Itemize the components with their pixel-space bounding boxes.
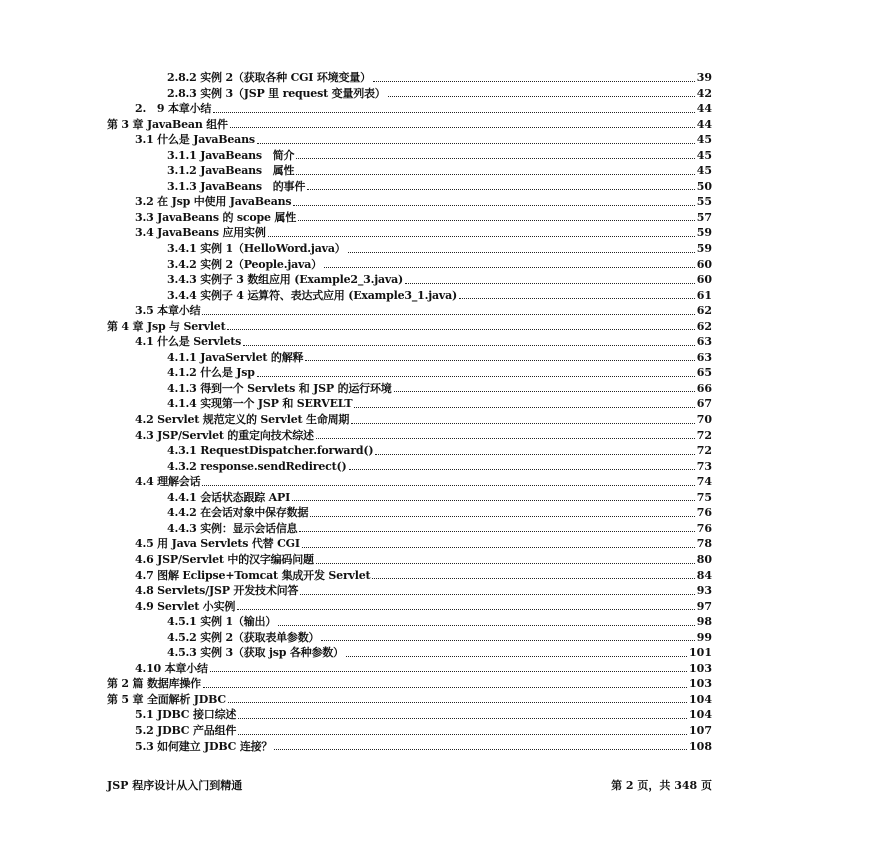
toc-entry-page: 42 [696, 86, 712, 100]
toc-entry-page: 75 [696, 490, 712, 504]
toc-dot-leader [346, 656, 687, 657]
toc-entry-page: 57 [696, 210, 712, 224]
toc-entry-title: 4.9 Servlet 小实例 [135, 599, 236, 613]
toc-entry[interactable] [0, 645, 870, 661]
toc-entry-title: 3.1.3 JavaBeans 的事件 [167, 179, 306, 193]
toc-entry[interactable] [0, 536, 870, 552]
toc-dot-leader [373, 81, 695, 82]
footer-page-info: 第 2 页，共 348 页 [611, 779, 712, 792]
toc-entry[interactable] [0, 490, 870, 506]
toc-entry-page: 108 [689, 739, 712, 753]
toc-entry-title: 3.4.4 实例子 4 运算符、表达式应用 (Example3_1.java) [167, 288, 458, 302]
toc-entry-title: 4.5 用 Java Servlets 代替 CGI [135, 537, 300, 551]
toc-dot-leader [213, 112, 695, 113]
toc-entry[interactable] [0, 474, 870, 490]
toc-entry[interactable] [0, 163, 870, 179]
toc-entry[interactable] [0, 521, 870, 537]
toc-entry[interactable] [0, 396, 870, 412]
toc-dot-leader [238, 718, 687, 719]
toc-entry-title: 4.1.1 JavaServlet 的解释 [167, 350, 304, 364]
toc-entry-page: 73 [696, 459, 712, 473]
toc-entry-title: 第 5 章 全面解析 JDBC [107, 692, 226, 706]
toc-dot-leader [202, 485, 694, 486]
toc-entry-title: 4.1 什么是 Servlets [135, 335, 242, 349]
toc-entry-title: 3.5 本章小结 [135, 304, 201, 318]
toc-entry[interactable] [0, 334, 870, 350]
toc-dot-leader [237, 609, 695, 610]
toc-entry-page: 44 [696, 117, 712, 131]
toc-entry[interactable] [0, 707, 870, 723]
toc-entry[interactable] [0, 70, 870, 86]
toc-entry-title: 3.3 JavaBeans 的 scope 属性 [135, 210, 297, 224]
toc-entry-page: 60 [696, 257, 712, 271]
toc-entry[interactable] [0, 194, 870, 210]
toc-entry[interactable] [0, 614, 870, 630]
toc-entry-page: 45 [696, 148, 712, 162]
toc-entry[interactable] [0, 117, 870, 133]
toc-entry-title: 5.1 JDBC 接口综述 [135, 708, 237, 722]
toc-dot-leader [324, 267, 695, 268]
toc-dot-leader [300, 594, 694, 595]
toc-entry-page: 101 [689, 646, 712, 660]
toc-entry-page: 104 [689, 692, 712, 706]
toc-entry-title: 4.5.2 实例 2（获取表单参数） [167, 630, 320, 644]
toc-entry-page: 62 [696, 304, 712, 318]
toc-entry[interactable] [0, 319, 870, 335]
toc-entry[interactable] [0, 723, 870, 739]
toc-entry[interactable] [0, 443, 870, 459]
toc-entry-title: 4.3.2 response.sendRedirect() [167, 459, 347, 473]
toc-entry-page: 45 [696, 133, 712, 147]
toc-entry-title: 3.2 在 Jsp 中使用 JavaBeans [135, 195, 292, 209]
toc-dot-leader [257, 376, 695, 377]
toc-dot-leader [227, 329, 694, 330]
toc-entry-title: 4.4.2 在会话对象中保存数据 [167, 506, 309, 520]
toc-entry[interactable] [0, 412, 870, 428]
toc-entry-title: 4.2 Servlet 规范定义的 Servlet 生命周期 [135, 413, 350, 427]
toc-entry-title: 3.1.1 JavaBeans 简介 [167, 148, 295, 162]
toc-entry[interactable] [0, 225, 870, 241]
toc-entry-title: 3.4.2 实例 2（People.java） [167, 257, 322, 271]
toc-entry-page: 74 [696, 475, 712, 489]
toc-entry-title: 4.10 本章小结 [135, 661, 208, 675]
toc-dot-leader [305, 360, 694, 361]
toc-dot-leader [394, 391, 695, 392]
toc-dot-leader [203, 687, 687, 688]
toc-entry-page: 76 [696, 521, 712, 535]
toc-entry-title: 4.8 Servlets/JSP 开发技术问答 [135, 584, 299, 598]
toc-entry-page: 70 [696, 413, 712, 427]
footer-book-title: JSP 程序设计从入门到精通 [107, 779, 243, 792]
toc-entry-page: 60 [696, 273, 712, 287]
toc-entry[interactable] [0, 350, 870, 366]
toc-entry[interactable] [0, 692, 870, 708]
toc-dot-leader [321, 640, 694, 641]
toc-entry-page: 55 [696, 195, 712, 209]
toc-entry-title: 4.4.3 实例：显示会话信息 [167, 521, 298, 535]
toc-dot-leader [298, 220, 695, 221]
toc-dot-leader [372, 578, 694, 579]
toc-dot-leader [302, 547, 695, 548]
toc-entry-page: 63 [696, 335, 712, 349]
toc-entry[interactable] [0, 303, 870, 319]
table-of-contents [0, 70, 870, 754]
toc-entry-page: 80 [696, 552, 712, 566]
toc-entry-page: 103 [689, 661, 712, 675]
toc-dot-leader [375, 454, 694, 455]
toc-entry-title: 2.8.3 实例 3（JSP 里 request 变量列表） [167, 86, 386, 100]
toc-entry-title: 4.6 JSP/Servlet 中的汉字编码问题 [135, 552, 314, 566]
toc-entry-title: 2.8.2 实例 2（获取各种 CGI 环境变量） [167, 71, 371, 84]
toc-entry-title: 4.5.3 实例 3（获取 jsp 各种参数） [167, 646, 344, 660]
toc-entry-page: 93 [696, 584, 712, 598]
toc-entry[interactable] [0, 630, 870, 646]
toc-dot-leader [292, 500, 695, 501]
toc-entry[interactable] [0, 241, 870, 257]
toc-dot-leader [228, 702, 687, 703]
toc-entry-title: 3.4 JavaBeans 应用实例 [135, 226, 266, 240]
toc-entry[interactable] [0, 381, 870, 397]
toc-entry[interactable] [0, 568, 870, 584]
toc-entry-page: 39 [696, 71, 712, 84]
toc-entry-page: 44 [696, 102, 712, 116]
toc-entry-page: 63 [696, 350, 712, 364]
toc-entry[interactable] [0, 132, 870, 148]
toc-dot-leader [459, 298, 695, 299]
toc-dot-leader [348, 252, 695, 253]
toc-entry-title: 3.4.1 实例 1（HelloWord.java） [167, 242, 346, 256]
toc-entry-page: 78 [696, 537, 712, 551]
toc-dot-leader [299, 531, 694, 532]
toc-entry-page: 45 [696, 164, 712, 178]
toc-entry[interactable] [0, 739, 870, 755]
toc-entry-page: 76 [696, 506, 712, 520]
toc-entry-title: 4.3.1 RequestDispatcher.forward() [167, 444, 374, 458]
toc-entry[interactable] [0, 86, 870, 102]
toc-entry-title: 第 4 章 Jsp 与 Servlet [107, 319, 226, 333]
toc-entry-title: 4.3 JSP/Servlet 的重定向技术综述 [135, 428, 314, 442]
toc-entry-title: 4.4 理解会话 [135, 475, 201, 489]
toc-entry-title: 4.5.1 实例 1（输出） [167, 615, 277, 629]
toc-entry-page: 99 [696, 630, 712, 644]
toc-dot-leader [238, 734, 687, 735]
toc-entry[interactable] [0, 272, 870, 288]
toc-entry[interactable] [0, 505, 870, 521]
toc-dot-leader [310, 516, 694, 517]
toc-entry-page: 66 [696, 381, 712, 395]
toc-dot-leader [274, 749, 687, 750]
toc-entry[interactable] [0, 210, 870, 226]
toc-dot-leader [307, 189, 695, 190]
toc-entry-title: 第 2 篇 数据库操作 [107, 677, 201, 691]
toc-entry-page: 72 [696, 428, 712, 442]
toc-entry-title: 4.1.2 什么是 Jsp [167, 366, 255, 380]
toc-entry-title: 4.7 图解 Eclipse+Tomcat 集成开发 Servlet [135, 568, 371, 582]
toc-entry[interactable] [0, 599, 870, 615]
toc-entry-title: 3.1.2 JavaBeans 属性 [167, 164, 295, 178]
toc-entry[interactable] [0, 288, 870, 304]
toc-entry[interactable] [0, 459, 870, 475]
toc-dot-leader [316, 438, 695, 439]
toc-dot-leader [210, 671, 687, 672]
toc-dot-leader [293, 205, 694, 206]
toc-entry-page: 72 [696, 444, 712, 458]
toc-entry[interactable] [0, 428, 870, 444]
toc-entry-page: 103 [689, 677, 712, 691]
toc-dot-leader [405, 283, 695, 284]
toc-entry-title: 4.1.3 得到一个 Servlets 和 JSP 的运行环境 [167, 381, 392, 395]
toc-dot-leader [296, 174, 694, 175]
toc-entry[interactable] [0, 101, 870, 117]
toc-dot-leader [354, 407, 694, 408]
toc-entry-page: 62 [696, 319, 712, 333]
toc-dot-leader [278, 625, 695, 626]
page-footer [107, 777, 712, 793]
toc-entry-page: 65 [696, 366, 712, 380]
toc-entry-title: 3.4.3 实例子 3 数组应用 (Example2_3.java) [167, 273, 404, 287]
toc-entry-page: 61 [696, 288, 712, 302]
toc-entry-title: 3.1 什么是 JavaBeans [135, 133, 255, 147]
toc-entry-page: 84 [696, 568, 712, 582]
toc-dot-leader [351, 423, 694, 424]
toc-entry-title: 4.1.4 实现第一个 JSP 和 SERVELT [167, 397, 353, 411]
toc-entry[interactable] [0, 661, 870, 677]
toc-entry-title: 第 3 章 JavaBean 组件 [107, 117, 228, 131]
toc-entry-page: 107 [689, 723, 712, 737]
toc-entry-page: 67 [696, 397, 712, 411]
toc-entry[interactable] [0, 676, 870, 692]
toc-entry[interactable] [0, 552, 870, 568]
toc-entry-title: 2. 9 本章小结 [135, 102, 212, 116]
toc-entry[interactable] [0, 583, 870, 599]
toc-entry[interactable] [0, 365, 870, 381]
toc-entry[interactable] [0, 148, 870, 164]
toc-entry[interactable] [0, 257, 870, 273]
toc-dot-leader [202, 314, 694, 315]
toc-entry-page: 98 [696, 615, 712, 629]
toc-dot-leader [349, 469, 695, 470]
toc-entry-title: 4.4.1 会话状态跟踪 API [167, 490, 291, 504]
toc-dot-leader [230, 127, 695, 128]
toc-entry-page: 59 [696, 226, 712, 240]
toc-dot-leader [316, 563, 695, 564]
toc-entry-title: 5.2 JDBC 产品组件 [135, 723, 237, 737]
toc-entry-page: 50 [696, 179, 712, 193]
toc-dot-leader [243, 345, 695, 346]
toc-entry-page: 59 [696, 242, 712, 256]
toc-dot-leader [296, 158, 694, 159]
toc-entry-title: 5.3 如何建立 JDBC 连接？ [135, 739, 273, 753]
toc-dot-leader [388, 96, 695, 97]
toc-entry-page: 97 [696, 599, 712, 613]
toc-dot-leader [268, 236, 695, 237]
toc-entry[interactable] [0, 179, 870, 195]
toc-dot-leader [257, 143, 695, 144]
toc-entry-page: 104 [689, 708, 712, 722]
